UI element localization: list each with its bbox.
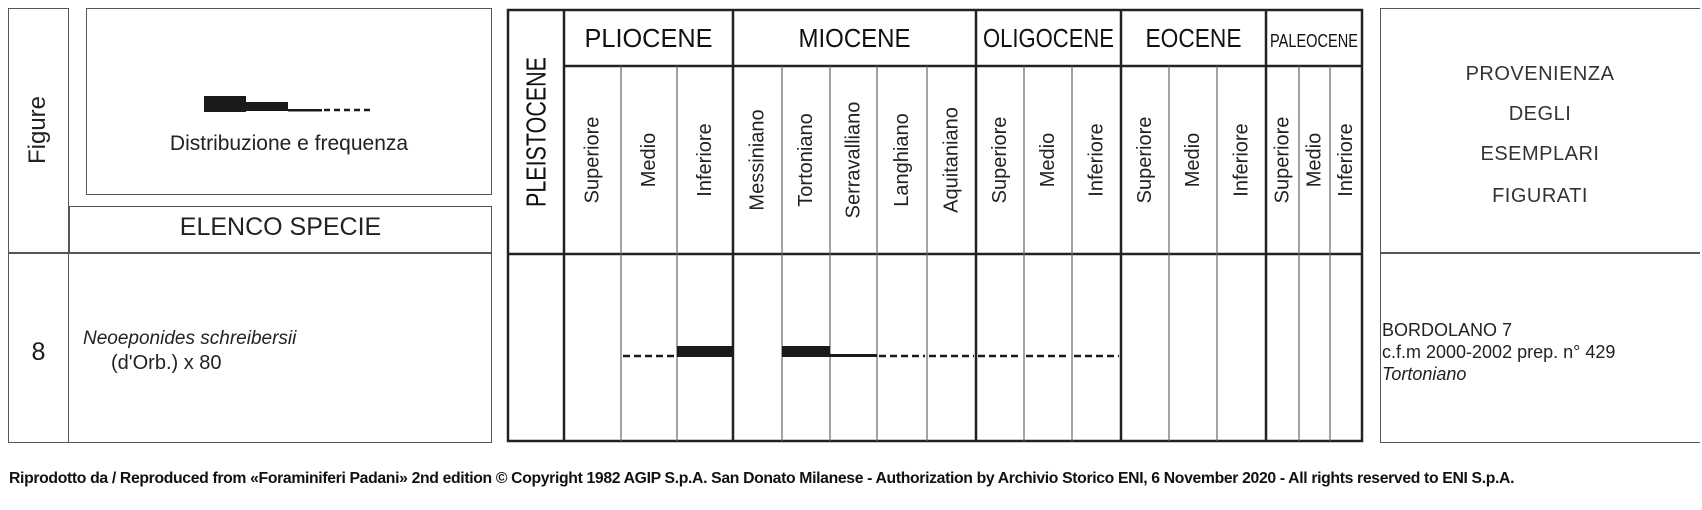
stage-label-superiore: Superiore [989, 116, 1011, 204]
provenance-age: Tortoniano [1382, 364, 1467, 384]
epoch-label-miocene: MIOCENE [798, 23, 911, 53]
species-author: (d'Orb.) x 80 [111, 352, 222, 374]
distribution-mark-common [830, 354, 877, 357]
epoch-label-pliocene: PLIOCENE [584, 23, 713, 53]
provenance-site: BORDOLANO 7 [1382, 320, 1513, 340]
stage-label-superiore: Superiore [581, 116, 604, 204]
stage-label-medio: Medio [638, 132, 660, 188]
stage-label-tortoniano: Tortoniano [795, 113, 817, 207]
chart-frame [508, 10, 1362, 441]
stage-label-medio: Medio [1303, 132, 1326, 188]
stage-label-inferiore: Inferiore [1335, 123, 1357, 197]
species-name: Neoeponides schreibersii [83, 328, 297, 349]
epoch-label-pleistocene: PLEISTOCENE [520, 11, 552, 207]
legend-caption: Distribuzione e frequenza [169, 132, 409, 155]
provenance-line-2: DEGLI [1508, 103, 1572, 125]
figure-number: 8 [31, 338, 46, 366]
provenance-header-cell [1380, 8, 1700, 253]
provenance-line-3: ESEMPLARI [1480, 143, 1600, 165]
stage-label-medio: Medio [1037, 132, 1059, 188]
epoch-label-paleocene: PALEOCENE [1270, 31, 1358, 51]
stage-label-messiniano: Messiniano [746, 109, 769, 211]
stage-label-inferiore: Inferiore [694, 123, 716, 197]
figure-label: Figure [24, 95, 51, 165]
epoch-label-eocene: EOCENE [1145, 23, 1242, 53]
distribution-mark-frequent [782, 346, 830, 357]
epoch-label-oligocene: OLIGOCENE [983, 23, 1114, 53]
provenance-line-4: FIGURATI [1492, 185, 1588, 207]
copyright-footer: Riprodotto da / Reproduced from «Foraminiferi Padani» 2nd edition © Copyright 1982 AGIP S.p.A. San Donato Milanese - Authorization by Archivio Storico ENI, 6 November 2020 - All rights reserved to ENI S.p.A. [9, 470, 1515, 487]
stage-label-inferiore: Inferiore [1085, 123, 1108, 197]
stage-label-superiore: Superiore [1271, 116, 1294, 204]
stage-label-serravalliano: Serravalliano [842, 101, 865, 219]
stage-label-medio: Medio [1182, 132, 1204, 188]
provenance-detail: c.f.m 2000-2002 prep. n° 429 [1382, 342, 1616, 362]
stage-label-superiore: Superiore [1134, 116, 1156, 204]
stage-label-aquitaniano: Aquitaniano [940, 107, 963, 213]
provenance-line-1: PROVENIENZA [1465, 63, 1615, 85]
stage-label-langhiano: Langhiano [891, 113, 913, 207]
distribution-mark-frequent [677, 346, 733, 357]
species-list-title: ELENCO SPECIE [179, 213, 382, 241]
stage-label-inferiore: Inferiore [1230, 123, 1253, 197]
